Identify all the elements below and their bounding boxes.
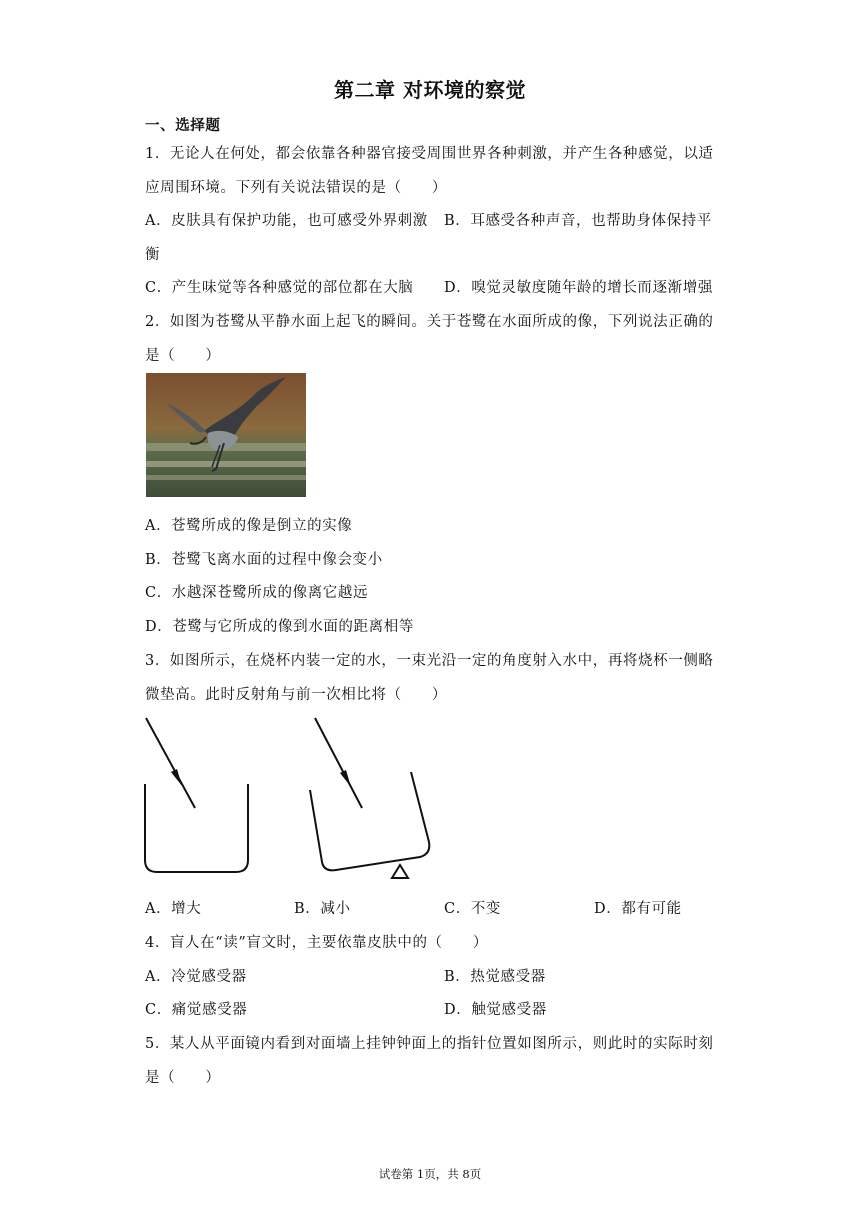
beaker-tilted-figure [310, 718, 429, 878]
q4-option-d: D．触觉感受器 [444, 1002, 547, 1018]
q1-option-a: A．皮肤具有保护功能，也可感受外界刺激 [145, 213, 428, 229]
page-title: 第二章 对环境的察觉 [334, 78, 526, 102]
q1-option-d: D．嗅觉灵敏度随年龄的增长而逐渐增强 [444, 280, 713, 296]
beaker-figures [140, 712, 440, 886]
q5-stem-line1: 5．某人从平面镜内看到对面墙上挂钟钟面上的指针位置如图所示，则此时的实际时刻 [145, 1036, 714, 1052]
q2-option-d: D．苍鹭与它所成的像到水面的距离相等 [145, 619, 414, 635]
q2-option-b: B．苍鹭飞离水面的过程中像会变小 [145, 552, 383, 568]
q3-option-b: B．减小 [294, 901, 351, 917]
q3-option-a: A．增大 [145, 901, 202, 917]
q4-option-b: B．热觉感受器 [444, 969, 546, 985]
q1-option-b-cont: 衡 [145, 247, 161, 263]
q4-option-a: A．冷觉感受器 [145, 969, 247, 985]
heron-photo [146, 373, 306, 497]
q3-option-c: C．不变 [444, 901, 501, 917]
q3-option-d: D．都有可能 [594, 901, 682, 917]
q1-option-b: B．耳感受各种声音，也帮助身体保持平 [444, 213, 712, 229]
q1-option-c: C．产生味觉等各种感觉的部位都在大脑 [145, 280, 414, 296]
section-heading: 一、选择题 [145, 118, 221, 134]
q5-stem-line2: 是（ ） [145, 1070, 221, 1086]
q3-stem-line2: 微垫高。此时反射角与前一次相比将（ ） [145, 687, 447, 703]
q4-stem: 4．盲人在“读”盲文时，主要依靠皮肤中的（ ） [145, 935, 488, 951]
q2-stem-line2: 是（ ） [145, 348, 221, 364]
q1-stem-line1: 1．无论人在何处，都会依靠各种器官接受周围世界各种刺激，并产生各种感觉，以适 [145, 146, 714, 162]
q2-option-a: A．苍鹭所成的像是倒立的实像 [145, 518, 353, 534]
beaker-level-figure [145, 718, 248, 872]
q2-stem-line1: 2．如图为苍鹭从平静水面上起飞的瞬间。关于苍鹭在水面所成的像，下列说法正确的 [145, 314, 714, 330]
q2-option-c: C．水越深苍鹭所成的像离它越远 [145, 585, 369, 601]
q4-option-c: C．痛觉感受器 [145, 1002, 248, 1018]
q3-stem-line1: 3．如图所示，在烧杯内装一定的水，一束光沿一定的角度射入水中，再将烧杯一侧略 [145, 653, 714, 669]
page-footer: 试卷第 1页，共 8页 [378, 1167, 482, 1181]
q1-stem-line2: 应周围环境。下列有关说法错误的是（ ） [145, 180, 447, 196]
